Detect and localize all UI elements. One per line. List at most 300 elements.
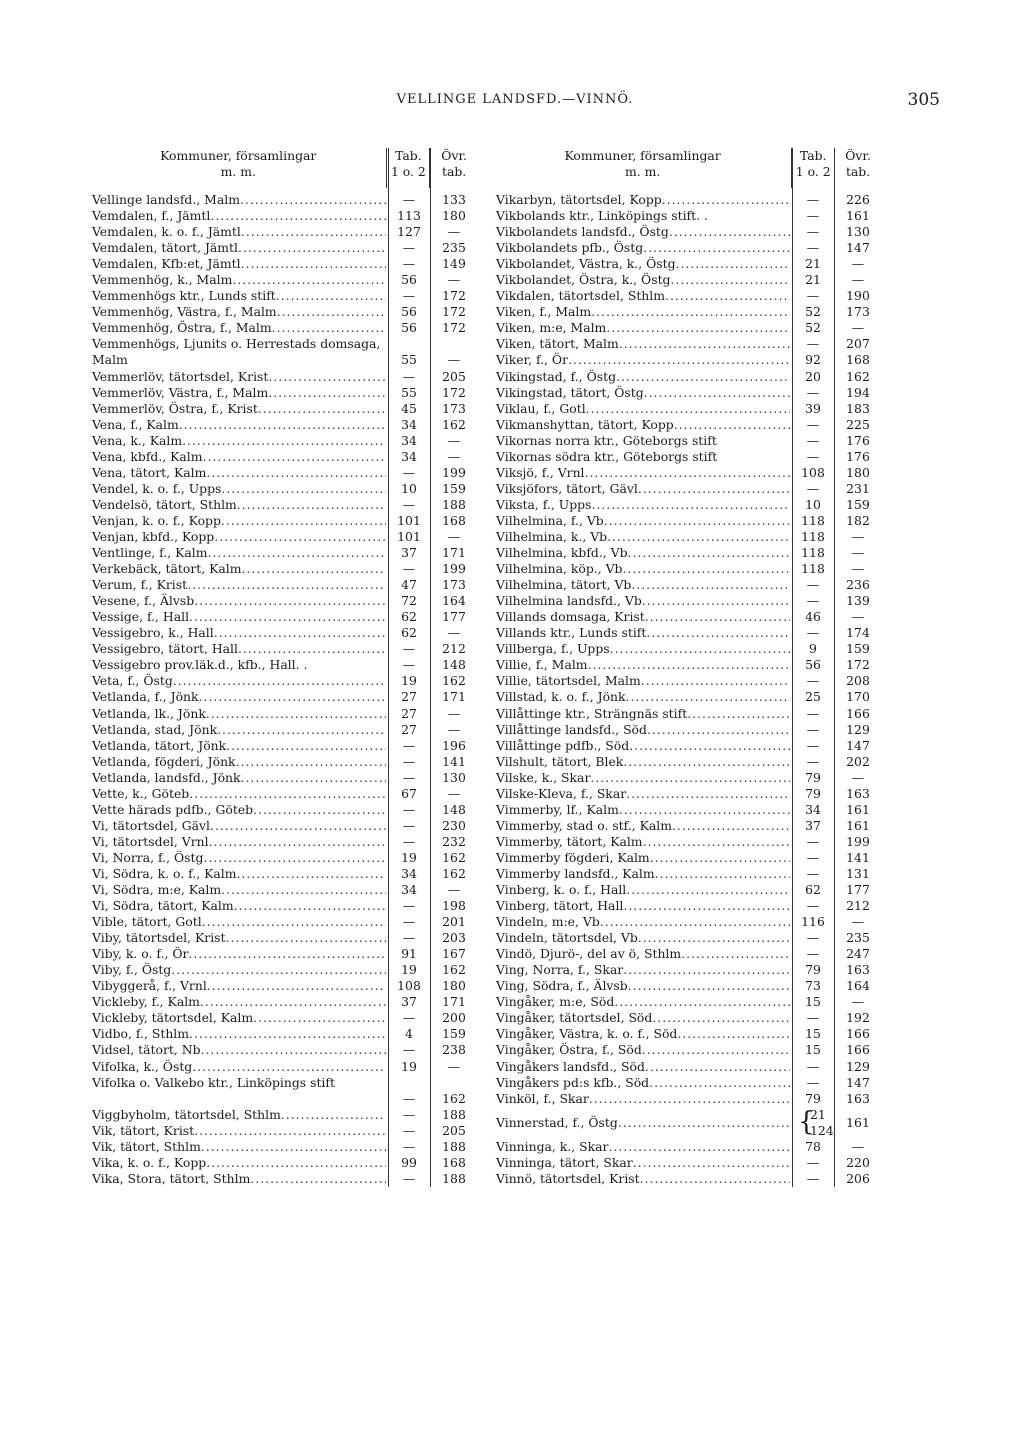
entry-name: Vendelsö, tätort, Sthlm ..... [90,497,388,513]
entry-name: Vellinge landsfd., Malm ..... [90,192,388,208]
entry-tab-value: 4 [405,1026,413,1042]
entry-ovr-value: 162 [442,962,466,978]
index-entry [90,417,478,433]
index-entry [90,288,478,304]
index-rows [494,188,882,1187]
header-name: Kommuner, församlingar m. m. [564,148,721,179]
entry-tab-value: — [806,737,820,753]
entry-tab-value: 37 [401,545,417,561]
index-entry [494,625,882,641]
entry-tab-value: — [806,1010,820,1026]
index-entry [494,866,882,882]
entry-ovr-value: — [447,432,461,448]
entry-ovr-value: 212 [442,641,466,657]
entry-name: Vidsel, tätort, Nb ..... [90,1042,388,1058]
entry-ovr-value: 192 [846,1010,870,1026]
entry-name: Ving, Södra, f., Älvsb ..... [494,978,792,994]
index-entry [494,1155,882,1171]
entry-name: Vessige, f., Hall ..... [90,609,388,625]
index-entry [494,930,882,946]
entry-ovr-value: 182 [846,512,870,528]
entry-ovr-value: 232 [442,833,466,849]
index-entry [90,561,478,577]
entry-ovr-value: 190 [846,288,870,304]
entry-ovr-value: 206 [846,1170,870,1186]
entry-tab-value: — [402,192,416,207]
entry-name: Vikbolandets landsfd., Östg ..... [494,224,792,240]
index-entry [494,240,882,256]
index-entry [494,1026,882,1042]
entry-name: Vi, tätortsdel, Gävl ..... [90,818,388,834]
entry-name: Vingåker, tätortsdel, Söd ..... [494,1010,792,1026]
entry-tab-value: 39 [805,400,821,416]
entry-ovr-value: 177 [846,882,870,898]
entry-ovr-value: 141 [442,753,466,769]
index-entry [494,657,882,673]
entry-tab-value: 127 [397,224,421,240]
index-entry [494,1075,882,1091]
entry-ovr-value: — [447,625,461,641]
index-entry [90,465,478,481]
entry-ovr-value: 162 [442,865,466,881]
entry-ovr-value: 172 [442,320,466,336]
index-entry [494,786,882,802]
entry-tab-value: 34 [401,865,417,881]
header-name: Kommuner, församlingar m. m. [160,148,317,179]
entry-tab-value: 37 [805,817,821,833]
entry-ovr-value: 168 [442,512,466,528]
entry-tab-value: 116 [801,914,825,930]
entry-tab-value: — [806,1170,820,1186]
entry-ovr-value: — [851,1138,865,1154]
entry-tab-value: — [806,625,820,641]
entry-tab-value: — [402,641,416,657]
entry-tab-value: 15 [805,1042,821,1058]
entry-tab-value: 27 [401,721,417,737]
header-ovr: Övr. tab. [441,148,467,179]
entry-tab-value: 118 [801,528,825,544]
index-entry [494,577,882,593]
index-entry [494,706,882,722]
entry-ovr-value: 172 [442,304,466,320]
entry-ovr-value: — [851,609,865,625]
entry-ovr-value: 141 [846,849,870,865]
entry-ovr-value: 225 [846,416,870,432]
entry-ovr-value: 161 [846,1114,870,1130]
entry-tab-value: — [402,1170,416,1186]
index-entry [494,192,882,208]
entry-tab-value: 19 [401,1058,417,1074]
entry-tab-value: 56 [805,657,821,673]
index-entry [90,818,478,834]
entry-ovr-value: 147 [846,737,870,753]
entry-tab-value: — [806,865,820,881]
entry-tab-value: 62 [401,609,417,625]
entry-ovr-value: 147 [846,240,870,256]
entry-ovr-value: — [447,448,461,464]
entry-name: Vifolka o. Valkebo ktr., Linköpings stift [92,1074,335,1090]
index-entry [494,946,882,962]
entry-name: Veta, f., Östg ..... [90,673,388,689]
index-entry [90,577,478,593]
entry-tab-value: 62 [401,625,417,641]
index-entry [90,1026,478,1042]
entry-name: Vemdalen, f., Jämtl ..... [90,208,388,224]
entry-name: Vendel, k. o. f., Upps ..... [90,481,388,497]
entry-ovr-value: — [851,561,865,577]
index-entry [90,754,478,770]
entry-ovr-value: 208 [846,673,870,689]
index-entry [494,802,882,818]
index-entry [494,1171,882,1187]
entry-tab-value: — [402,256,416,272]
entry-tab-value: 118 [801,512,825,528]
index-entry [494,529,882,545]
index-entry [494,641,882,657]
index-entry [494,754,882,770]
entry-name: Viby, k. o. f., Ör ..... [90,946,388,962]
entry-tab-value: 113 [397,208,421,224]
entry-name: Viken, m:e, Malm ..... [494,320,792,336]
index-entry [494,320,882,336]
entry-name: Vifolka, k., Östg ..... [90,1059,388,1075]
index-entry [90,1139,478,1155]
column-header [90,148,478,188]
entry-ovr-value: — [851,545,865,561]
entry-tab-value: — [402,561,416,577]
entry-tab-value: — [402,240,416,256]
entry-name: Vetlanda, tätort, Jönk ..... [90,738,388,754]
entry-name: Vikingstad, f., Östg ..... [494,369,792,385]
entry-name: Vingåker, Östra, f., Söd ..... [494,1042,792,1058]
entry-tab-value: — [806,224,820,240]
index-rows [90,188,478,1187]
index-entry [494,673,882,689]
entry-ovr-value: 188 [442,1138,466,1154]
entry-ovr-value: 139 [846,593,870,609]
entry-name: Vikbolandet, Östra, k., Östg ..... [494,272,792,288]
entry-name: Vilske-Kleva, f., Skar ..... [494,786,792,802]
entry-ovr-value: — [447,272,461,288]
entry-tab-value: — [806,898,820,914]
entry-tab-value: 79 [805,962,821,978]
entry-ovr-value: 180 [846,464,870,480]
index-entry [494,433,882,449]
index-entry [494,1107,882,1139]
index-entry [90,401,478,417]
entry-name: Verum, f., Krist ..... [90,577,388,593]
entry-name: Vilhelmina, köp., Vb ..... [494,561,792,577]
index-entry [90,1155,478,1171]
index-entry [90,1171,478,1187]
entry-name: Vilhelmina, f., Vb ..... [494,513,792,529]
entry-name: Ventlinge, f., Kalm ..... [90,545,388,561]
index-entry [494,481,882,497]
entry-tab-value: 45 [401,400,417,416]
entry-ovr-value: 161 [846,801,870,817]
entry-name: Vilshult, tätort, Blek ..... [494,754,792,770]
entry-tab-value: — [402,1010,416,1026]
entry-tab-value: — [402,368,416,384]
index-entry [90,802,478,818]
entry-tab-value: 92 [805,352,821,368]
index-entry [494,449,882,465]
entry-ovr-value: 163 [846,1090,870,1106]
entry-tab-value: — [806,240,820,256]
entry-name: Vikornas södra ktr., Göteborgs stift [496,448,718,464]
index-entry [90,673,478,689]
index-column-left [90,148,478,1187]
entry-ovr-value: — [851,272,865,288]
entry-name: Venjan, k. o. f., Kopp ..... [90,513,388,529]
entry-name: Vemmerlöv, Västra, f., Malm ..... [90,385,388,401]
index-entry [90,946,478,962]
entry-ovr-value: — [447,224,461,240]
entry-name: Vikbolands ktr., Linköpings stift. . [496,208,708,224]
entry-name: Villie, f., Malm ..... [494,657,792,673]
index-entry [90,882,478,898]
index-entry [90,481,478,497]
entry-name: Vena, k., Kalm ..... [90,433,388,449]
entry-name: Vemmenhög, k., Malm ..... [90,272,388,288]
entry-ovr-value: 162 [442,416,466,432]
entry-name: Vilhelmina, k., Vb ..... [494,529,792,545]
index-entry [90,978,478,994]
page-number: 305 [907,90,940,110]
entry-tab-value: 91 [401,946,417,962]
index-entry [494,962,882,978]
entry-name: Vette härads pdfb., Göteb ..... [90,802,388,818]
entry-tab-value: 52 [805,304,821,320]
entry-ovr-value: 205 [442,368,466,384]
entry-tab-value: 27 [401,689,417,705]
index-entry [90,834,478,850]
entry-tab-value: — [402,753,416,769]
entry-ovr-value: 167 [442,946,466,962]
entry-tab-value: — [806,593,820,609]
entry-tab-value: — [806,577,820,593]
entry-name: Viken, tätort, Malm ..... [494,336,792,352]
entry-ovr-value: 180 [442,978,466,994]
entry-tab-value: — [402,801,416,817]
entry-name: Vinninga, tätort, Skar ..... [494,1155,792,1171]
entry-ovr-value: 200 [442,1010,466,1026]
entry-tab-value: 20 [805,368,821,384]
index-entry [494,722,882,738]
entry-ovr-value: 235 [442,240,466,256]
entry-ovr-value: 172 [846,657,870,673]
entry-tab-value: — [806,1058,820,1074]
entry-name: Vimmerby landsfd., Kalm ..... [494,866,792,882]
index-entry [90,593,478,609]
entry-ovr-value: 173 [846,304,870,320]
entry-tab-value: 56 [401,320,417,336]
index-entry [494,1091,882,1107]
entry-name: Vi, tätortsdel, Vrnl ..... [90,834,388,850]
entry-ovr-value: 168 [846,352,870,368]
index-entry [90,545,478,561]
index-entry [90,1042,478,1058]
entry-name: Vika, k. o. f., Kopp ..... [90,1155,388,1171]
entry-tab-value: 34 [401,416,417,432]
entry-name: Vikbolandet, Västra, k., Östg ..... [494,256,792,272]
entry-name: Vindeln, m:e, Vb ..... [494,914,792,930]
entry-name: Villåttinge landsfd., Söd ..... [494,722,792,738]
entry-tab-value: 27 [401,705,417,721]
entry-name: Vinnö, tätortsdel, Krist ..... [494,1171,792,1187]
entry-ovr-value: 159 [846,641,870,657]
entry-tab-value: — [402,769,416,785]
entry-tab-value: 108 [397,978,421,994]
entry-ovr-value: 149 [442,256,466,272]
entry-tab-value: — [402,1042,416,1058]
entry-name: Vindö, Djurö-, del av ö, Sthlm ..... [494,946,792,962]
entry-name: Viken, f., Malm ..... [494,304,792,320]
index-entry [494,818,882,834]
entry-ovr-value: 172 [442,288,466,304]
entry-name: Villstad, k. o. f., Jönk ..... [494,689,792,705]
entry-tab-value: 78 [805,1138,821,1154]
entry-name: Villåttinge pdfb., Söd ..... [494,738,792,754]
entry-ovr-value: 161 [846,817,870,833]
entry-ovr-value: 173 [442,400,466,416]
entry-name: Vemmenhögs ktr., Lunds stift ..... [90,288,388,304]
entry-name: Vessigebro prov.läk.d., kfb., Hall. . [92,657,308,673]
entry-ovr-value: 205 [442,1122,466,1138]
entry-tab-value: — [806,833,820,849]
entry-name: Vingåker, m:e, Söd ..... [494,994,792,1010]
entry-ovr-value: — [851,914,865,930]
index-entry [494,1010,882,1026]
entry-ovr-value: — [447,882,461,898]
entry-name: Vetlanda, f., Jönk ..... [90,689,388,705]
entry-ovr-value: 194 [846,384,870,400]
entry-ovr-value: 162 [442,1090,466,1106]
entry-tab-value: — [806,673,820,689]
entry-tab-value: 55 [401,352,417,368]
entry-ovr-value: 162 [442,673,466,689]
entry-ovr-value: 212 [846,898,870,914]
entry-name: Vikmanshyttan, tätort, Kopp ..... [494,417,792,433]
entry-tab-value: 118 [801,561,825,577]
entry-ovr-value: 202 [846,753,870,769]
entry-name: Vi, Södra, tätort, Kalm ..... [90,898,388,914]
entry-ovr-value: 148 [442,801,466,817]
entry-ovr-value: 166 [846,1026,870,1042]
index-entry [90,641,478,657]
entry-name: Vena, kbfd., Kalm ..... [90,449,388,465]
entry-tab-value: 34 [805,801,821,817]
entry-tab-value: 101 [397,528,421,544]
entry-tab-value: — [402,496,416,512]
entry-tab-value: 34 [401,448,417,464]
entry-ovr-value: 183 [846,400,870,416]
entry-tab-value: — [806,480,820,496]
entry-tab-value: — [806,946,820,962]
entry-tab-value: — [806,1074,820,1090]
entry-tab-value: — [402,930,416,946]
entry-tab-value: 9 [809,641,817,657]
entry-name: Vemmerlöv, tätortsdel, Krist ..... [90,369,388,385]
entry-ovr-value: 199 [442,561,466,577]
entry-ovr-value: 196 [442,737,466,753]
index-entry [90,706,478,722]
entry-ovr-value: — [447,528,461,544]
entry-tab-value: — [402,817,416,833]
entry-ovr-value: — [851,528,865,544]
entry-name: Vetlanda, fögderi, Jönk ..... [90,754,388,770]
index-entry [494,738,882,754]
index-entry [90,513,478,529]
entry-name: Vimmerby, tätort, Kalm ..... [494,834,792,850]
index-entry [494,336,882,352]
entry-name: Vinköl, f., Skar ..... [494,1091,792,1107]
entry-tab-value: — [806,849,820,865]
index-entry [494,834,882,850]
index-entry [90,240,478,256]
entry-tab-value: 47 [401,577,417,593]
index-entry [90,850,478,866]
entry-name: Vikbolandets pfb., Östg ..... [494,240,792,256]
entry-name: Vemdalen, k. o. f., Jämtl ..... [90,224,388,240]
entry-ovr-value: 170 [846,689,870,705]
index-entry [90,1107,478,1123]
index-entry [90,369,478,385]
index-entry [494,497,882,513]
index-entry [90,529,478,545]
entry-tab-value: 79 [805,785,821,801]
index-entry [494,1139,882,1155]
entry-ovr-value: — [447,785,461,801]
entry-ovr-value: 162 [442,849,466,865]
entry-name: Vinnerstad, f., Östg ..... [494,1107,792,1139]
index-entry [90,898,478,914]
entry-ovr-value: 163 [846,785,870,801]
entry-name: Vikingstad, tätort, Östg ..... [494,385,792,401]
entry-tab-value: 79 [805,1090,821,1106]
entry-ovr-value: 159 [846,496,870,512]
index-entry [90,914,478,930]
entry-name: Vemmenhögs, Ljunits o. Herrestads domsaga, Malm [92,336,381,368]
entry-tab-value: — [402,464,416,480]
entry-name: Vilhelmina landsfd., Vb ..... [494,593,792,609]
entry-name: Vi, Södra, k. o. f., Kalm ..... [90,866,388,882]
index-entry [494,994,882,1010]
entry-tab-value: — [806,192,820,207]
entry-name: Viksta, f., Upps ..... [494,497,792,513]
index-entry [494,369,882,385]
entry-ovr-value: — [851,320,865,336]
index-entry [494,914,882,930]
entry-name: Viklau, f., Gotl ..... [494,401,792,417]
entry-ovr-value: 207 [846,336,870,352]
entry-tab-value: 79 [805,769,821,785]
entry-ovr-value: 130 [846,224,870,240]
index-entry [494,513,882,529]
entry-name: Vemmenhög, Västra, f., Malm ..... [90,304,388,320]
entry-tab-value: 34 [401,882,417,898]
entry-name: Vilhelmina, kbfd., Vb ..... [494,545,792,561]
entry-name: Villands domsaga, Krist ..... [494,609,792,625]
entry-ovr-value: 162 [846,368,870,384]
entry-ovr-value: 188 [442,1106,466,1122]
index-entry [494,417,882,433]
entry-ovr-value: 198 [442,898,466,914]
index-entry [494,272,882,288]
entry-name: Venjan, kbfd., Kopp ..... [90,529,388,545]
index-entry [90,738,478,754]
index-entry [90,1123,478,1139]
